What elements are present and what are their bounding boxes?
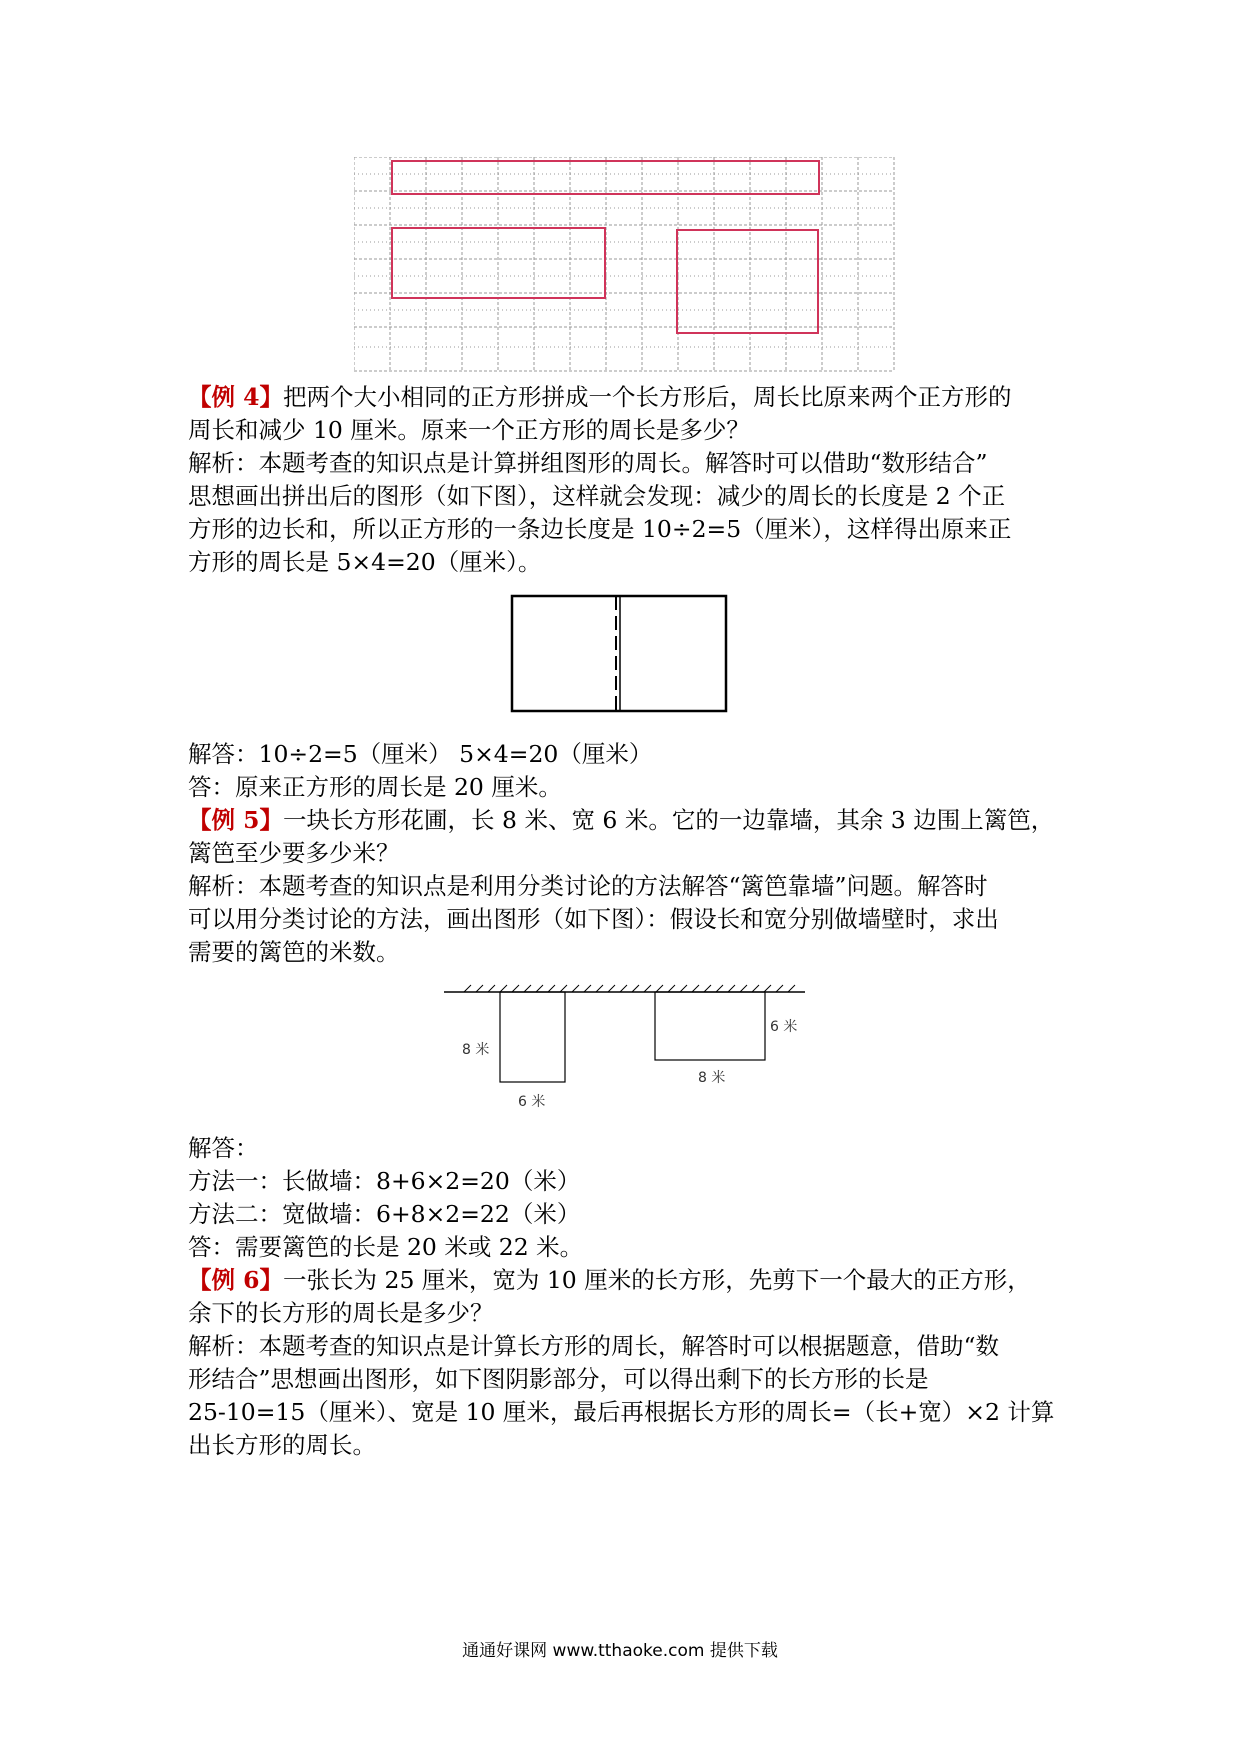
example-5-analysis-line-3: 需要的篱笆的米数。 [188,938,400,966]
example-4-answer: 答：原来正方形的周长是 20 厘米。 [188,773,562,801]
example-4-question [188,381,1068,579]
example-6-question-line-2: 余下的长方形的周长是多少？ [188,1299,494,1327]
example-5-solution-title: 解答： [188,1134,259,1162]
grid-rectangles-figure [354,157,896,373]
example-5-method-1: 方法一：长做墙：8+6×2=20（米） [188,1167,581,1195]
example-5-analysis-line-2: 可以用分类讨论的方法，画出图形（如下图）：假设长和宽分别做墙壁时，求出 [188,905,999,933]
example-5-question-line-2: 篱笆至少要多少米？ [188,839,400,867]
example-4-tag: 【例 4】 [188,383,284,411]
square-rectangle [677,230,818,333]
example-4-analysis-line-2: 思想画出拼出后的图形（如下图），这样就会发现：减少的周长的长度是 2 个正 [188,482,1006,510]
example-4-question-line-1: 把两个大小相同的正方形拼成一个长方形后，周长比原来两个正方形的 [283,383,1012,411]
fence-wall-figure [440,982,810,1118]
example-5-analysis-line-1: 解析：本题考查的知识点是利用分类讨论的方法解答“篱笆靠墙”问题。解答时 [188,872,988,900]
example-4-solution [188,738,1068,969]
example-4-analysis-line-3: 方形的边长和，所以正方形的一条边长度是 10÷2=5（厘米），这样得出原来正 [188,515,1012,543]
example-5-answer: 答：需要篱笆的长是 20 米或 22 米。 [188,1233,584,1261]
example-4-question-line-2: 周长和减少 10 厘米。原来一个正方形的周长是多少？ [188,416,750,444]
example-6-analysis-line-3: 25-10=15（厘米）、宽是 10 厘米，最后再根据长方形的周长=（长+宽）×2 计算 [188,1398,1055,1426]
example-6-analysis-line-1: 解析：本题考查的知识点是计算长方形的周长，解答时可以根据题意，借助“数 [188,1332,1000,1360]
right-side-label: 6 米 [770,1019,798,1035]
joined-squares-figure [510,594,730,716]
example-4-solution-line-1: 解答：10÷2=5（厘米） 5×4=20（厘米） [188,740,653,768]
example-6-question-line-1: 一张长为 25 厘米，宽为 10 厘米的长方形，先剪下一个最大的正方形， [283,1266,1031,1294]
page-footer: 通通好课网 www.tthaoke.com 提供下载 [462,1641,778,1661]
left-side-label: 8 米 [462,1042,490,1058]
right-bottom-label: 8 米 [698,1070,726,1086]
example-6-tag: 【例 6】 [188,1266,284,1294]
example-4-analysis-line-1: 解析：本题考查的知识点是计算拼组图形的周长。解答时可以借助“数形结合” [188,449,988,477]
combined-rectangle [512,596,726,711]
wall-hatching [464,985,795,992]
example-5-method-2: 方法二：宽做墙：6+8×2=22（米） [188,1200,581,1228]
example-4-analysis-line-4: 方形的周长是 5×4=20（厘米）。 [188,548,542,576]
example-6-analysis-line-4: 出长方形的周长。 [188,1431,376,1459]
fence-rect-length-wall [500,992,565,1082]
example-5-question-line-1: 一块长方形花圃，长 8 米、宽 6 米。它的一边靠墙，其余 3 边围上篱笆， [283,806,1055,834]
fence-rect-width-wall [655,992,765,1060]
example-6-analysis-line-2: 形结合”思想画出图形，如下图阴影部分，可以得出剩下的长方形的长是 [188,1365,929,1393]
example-5-tag: 【例 5】 [188,806,284,834]
grid-lines [354,157,894,371]
example-5-solution [188,1132,1068,1462]
left-bottom-label: 6 米 [518,1094,546,1110]
